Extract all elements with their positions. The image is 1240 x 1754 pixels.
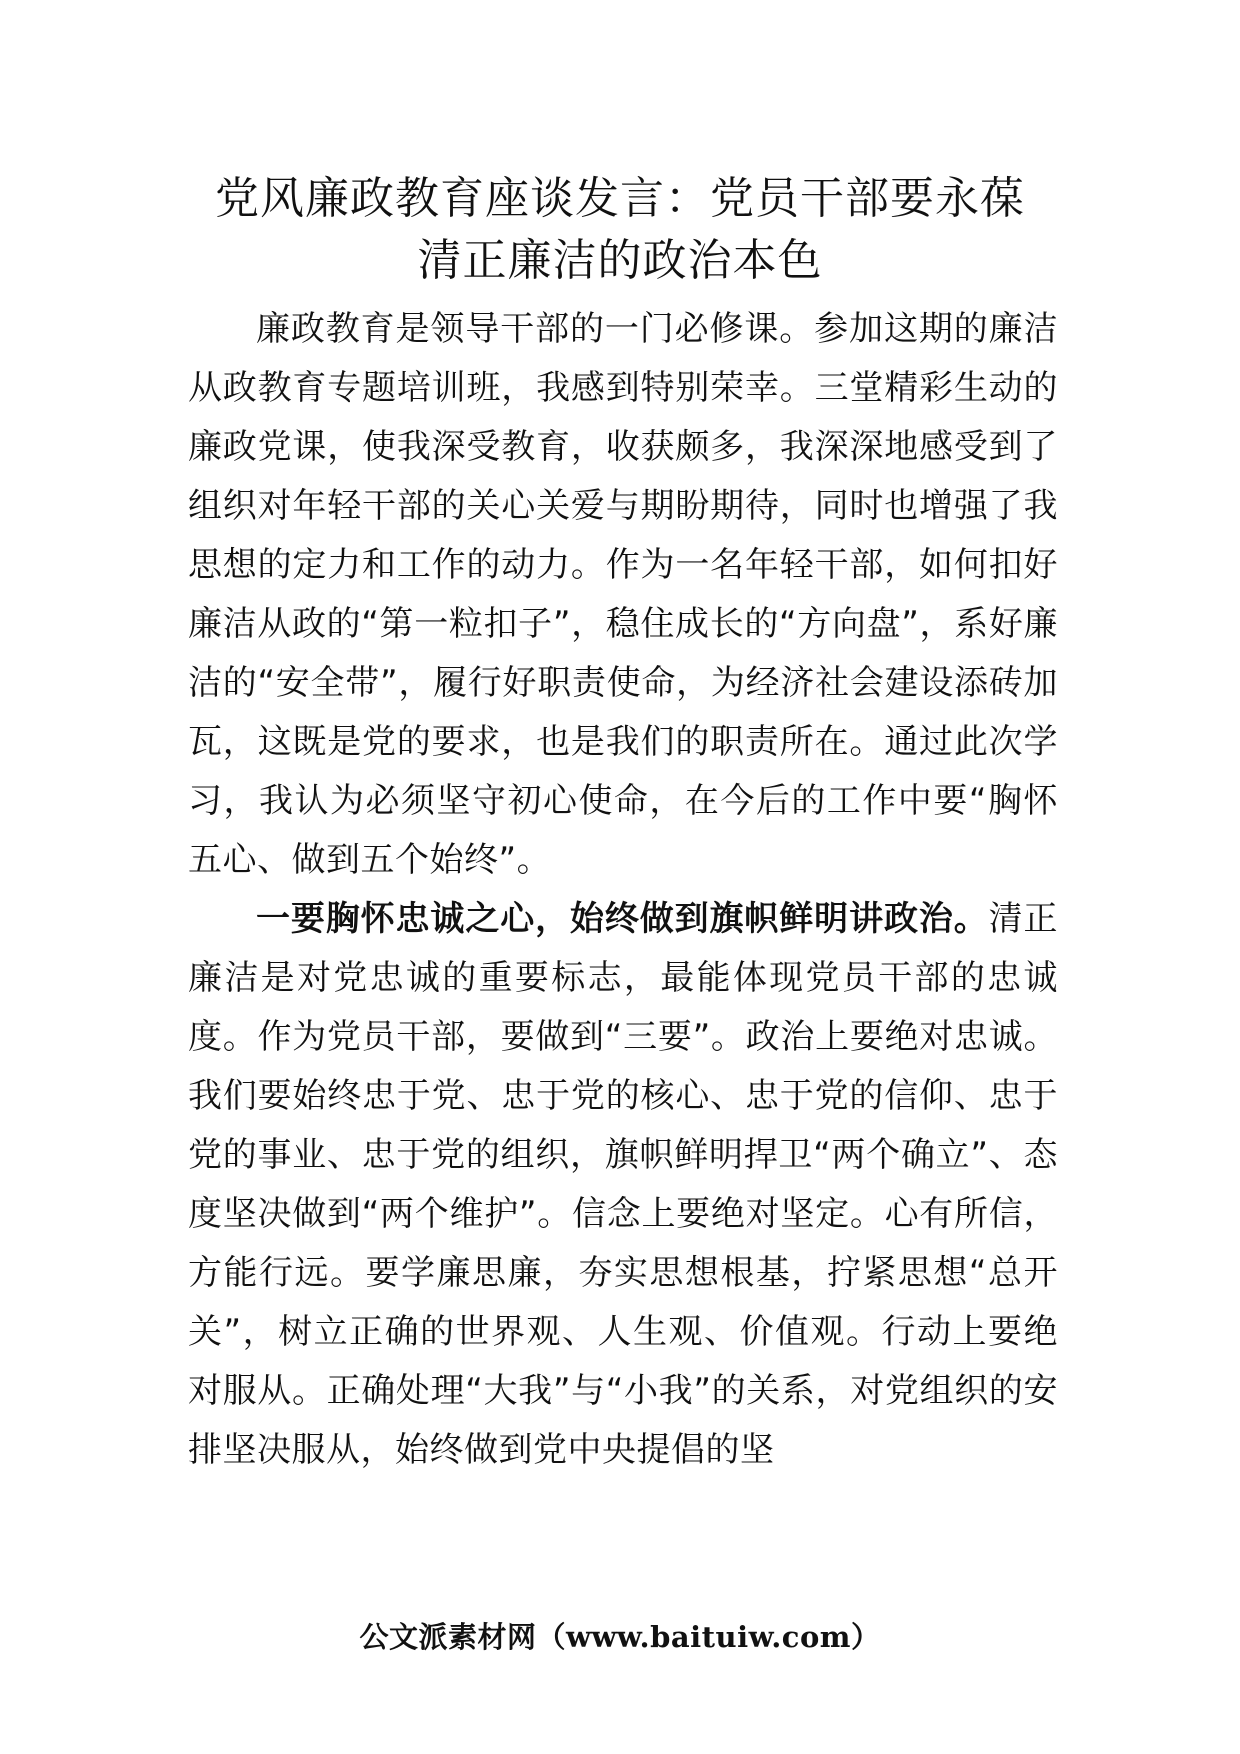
title-line-1: 党风廉政教育座谈发言：党员干部要永葆 xyxy=(215,173,1025,224)
document-body xyxy=(188,300,1058,1480)
page-footer: 公文派素材网（www.baituiw.com） xyxy=(359,1620,881,1654)
paragraph-point-one-body: 清正廉洁是对党忠诚的重要标志，最能体现党员干部的忠诚度。作为党员干部，要做到“三要”。政治上要绝对忠诚。我们要始终忠于党、忠于党的核心、忠于党的信仰、忠于党的事业、忠于党的组织，旗帜鲜明捍卫“两个确立”、态度坚决做到“两个维护”。信念上要绝对坚定。心有所信，方能行远。要学廉思廉，夯实思想根基，拧紧思想“总开关”，树立正确的世界观、人生观、价值观。行动上要绝对服从。正确处理“大我”与“小我”的关系，对党组织的安排坚决服从，始终做到党中央提倡的坚 xyxy=(188,899,1059,1470)
paragraph-intro: 廉政教育是领导干部的一门必修课。参加这期的廉洁从政教育专题培训班，我感到特别荣幸。三堂精彩生动的廉政党课，使我深受教育，收获颇多，我深深地感受到了组织对年轻干部的关心关爱与期盼期待，同时也增强了我思想的定力和工作的动力。作为一名年轻干部，如何扣好廉洁从政的“第一粒扣子”，稳住成长的“方向盘”，系好廉洁的“安全带”，履行好职责使命，为经济社会建设添砖加瓦，这既是党的要求，也是我们的职责所在。通过此次学习，我认为必须坚守初心使命，在今后的工作中要“胸怀五心、做到五个始终”。 xyxy=(188,309,1058,880)
document-title xyxy=(190,168,1050,292)
paragraph-point-one xyxy=(188,890,1058,1480)
title-line-2: 清正廉洁的政治本色 xyxy=(417,235,823,286)
paragraph-point-one-heading: 一要胸怀忠诚之心，始终做到旗帜鲜明讲政治。 xyxy=(256,899,989,939)
